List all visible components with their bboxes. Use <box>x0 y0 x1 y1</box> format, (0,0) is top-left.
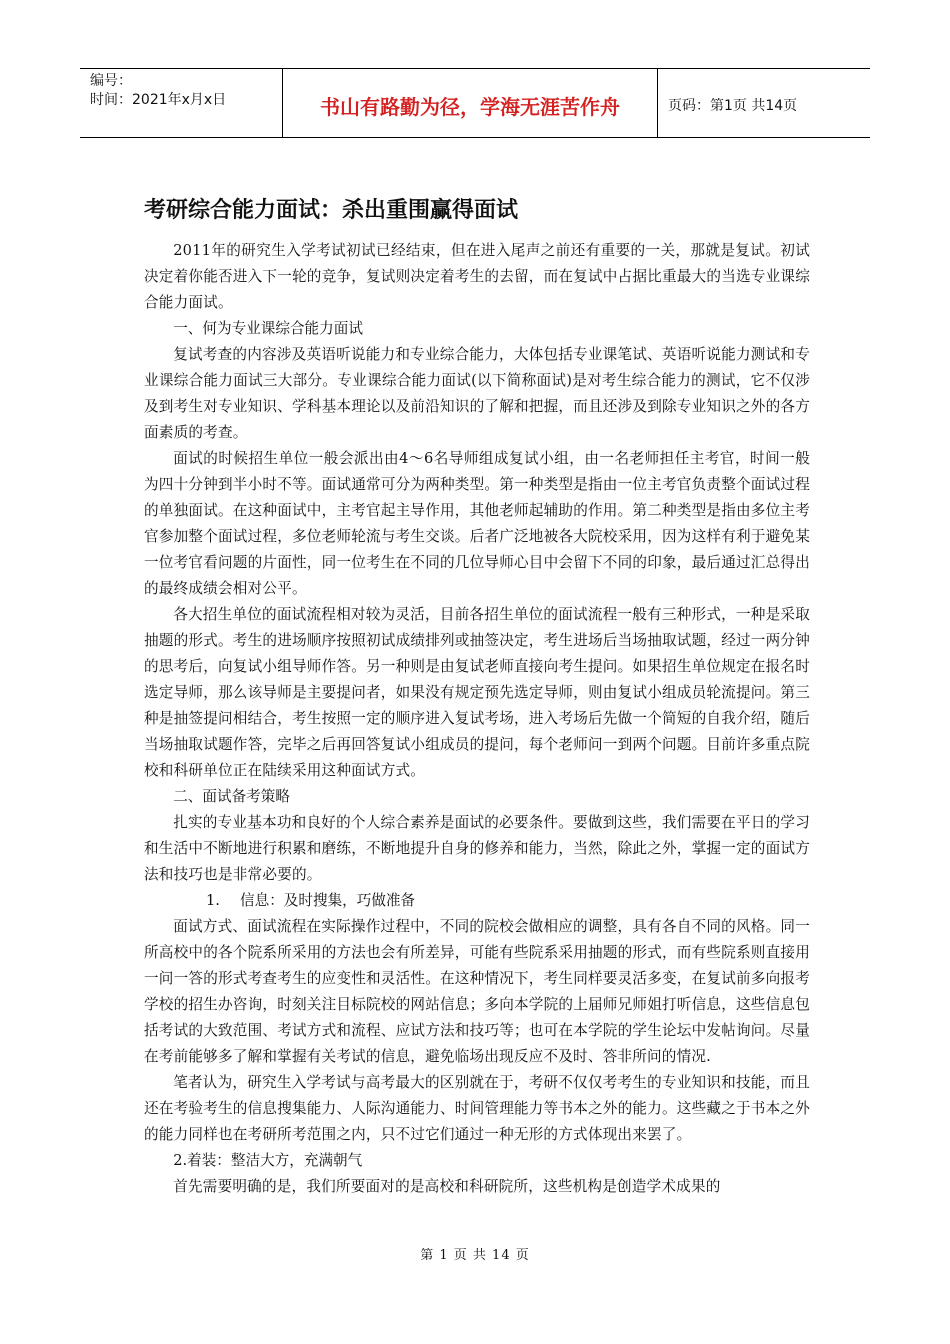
body-paragraph: 复试考查的内容涉及英语听说能力和专业综合能力，大体包括专业课笔试、英语听说能力测试和专业课综合能力面试三大部分。专业课综合能力面试(以下简称面试)是对考生综合能力的测试，它不仅涉及到考生对专业知识、学科基本理论以及前沿知识的了解和把握，而且还涉及到除专业知识之外的各方面素质的考查。 <box>144 346 810 441</box>
list-number: 1. <box>206 892 220 909</box>
numbered-heading <box>144 888 810 914</box>
document-body <box>144 194 810 1200</box>
header-page-info: 页码：第1页 共14页 <box>668 98 798 114</box>
paragraph-list <box>144 238 810 1200</box>
header-motto: 书山有路勤为径，学海无涯苦作舟 <box>283 69 658 137</box>
doc-title: 考研综合能力面试：杀出重围赢得面试 <box>144 198 519 223</box>
doc-time-label: 时间：2021年x月x日 <box>90 92 227 108</box>
section-heading: 2.着装：整洁大方，充满朝气 <box>173 1152 363 1169</box>
page-header <box>80 68 870 138</box>
header-meta <box>80 69 283 137</box>
body-paragraph: 首先需要明确的是，我们所要面对的是高校和科研院所，这些机构是创造学术成果的 <box>173 1178 721 1195</box>
numbered-heading-text: 信息：及时搜集，巧做准备 <box>240 892 416 909</box>
body-paragraph: 面试方式、面试流程在实际操作过程中，不同的院校会做相应的调整，具有各自不同的风格。同一所高校中的各个院系所采用的方法也会有所差异，可能有些院系采用抽题的形式，而有些院系则直接用一问一答的形式考查考生的应变性和灵活性。在这种情况下，考生同样要灵活多变，在复试前多向报考学校的招生办咨询，时刻关注目标院校的网站信息；多向本学院的上届师兄师姐打听信息，这些信息包括考试的大致范围、考试方式和流程、应试方法和技巧等；也可在本学院的学生论坛中发帖询问。尽量在考前能够多了解和掌握有关考试的信息，避免临场出现反应不及时、答非所问的情况. <box>144 918 810 1065</box>
body-paragraph: 笔者认为，研究生入学考试与高考最大的区别就在于，考研不仅仅考考生的专业知识和技能，而且还在考验考生的信息搜集能力、人际沟通能力、时间管理能力等书本之外的能力。这些藏之于书本之外的能力同样也在考研所考范围之内，只不过它们通过一种无形的方式体现出来罢了。 <box>144 1074 810 1143</box>
page-footer: 第 1 页 共 14 页 <box>420 1248 530 1263</box>
body-paragraph: 各大招生单位的面试流程相对较为灵活，目前各招生单位的面试流程一般有三种形式，一种是采取抽题的形式。考生的进场顺序按照初试成绩排列或抽签决定，考生进场后当场抽取试题，经过一两分钟的思考后，向复试小组导师作答。另一种则是由复试老师直接向考生提问。如果招生单位规定在报名时选定导师，那么该导师是主要提问者，如果没有规定预先选定导师，则由复试小组成员轮流提问。第三种是抽签提问相结合，考生按照一定的顺序进入复试考场，进入考场后先做一个简短的自我介绍，随后当场抽取试题作答，完毕之后再回答复试小组成员的提问，每个老师问一到两个问题。目前许多重点院校和科研单位正在陆续采用这种面试方式。 <box>144 606 810 779</box>
body-paragraph: 扎实的专业基本功和良好的个人综合素养是面试的必要条件。要做到这些，我们需要在平日的学习和生活中不断地进行积累和磨练，不断地提升自身的修养和能力，当然，除此之外，掌握一定的面试方法和技巧也是非常必要的。 <box>144 814 810 883</box>
section-heading: 二、面试备考策略 <box>173 788 290 805</box>
doc-number-label: 编号： <box>90 73 132 89</box>
section-heading: 一、何为专业课综合能力面试 <box>173 320 363 337</box>
body-paragraph: 2011年的研究生入学考试初试已经结束，但在进入尾声之前还有重要的一关，那就是复试。初试决定着你能否进入下一轮的竞争，复试则决定着考生的去留，而在复试中占据比重最大的当选专业课综合能力面试。 <box>144 242 810 311</box>
body-paragraph: 面试的时候招生单位一般会派出由4～6名导师组成复试小组，由一名老师担任主考官，时间一般为四十分钟到半小时不等。面试通常可分为两种类型。第一种类型是指由一位主考官负责整个面试过程的单独面试。在这种面试中，主考官起主导作用，其他老师起辅助的作用。第二种类型是指由多位主考官参加整个面试过程，多位老师轮流与考生交谈。后者广泛地被各大院校采用，因为这样有利于避免某一位考官看问题的片面性，同一位考生在不同的几位导师心目中会留下不同的印象，最后通过汇总得出的最终成绩会相对公平。 <box>144 450 810 597</box>
